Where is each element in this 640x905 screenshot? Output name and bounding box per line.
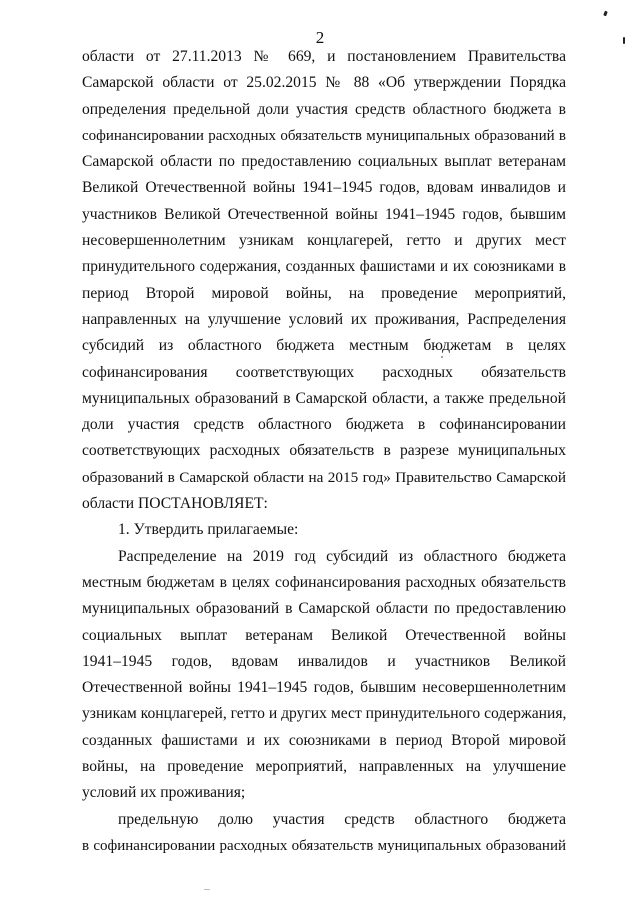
text-line: направленных на улучшение условий их проживания, Распределения bbox=[82, 310, 566, 328]
text-line: 1. Утвердить прилагаемые: bbox=[118, 521, 299, 539]
text-line: войны, на проведение мероприятий, направленных на улучшение bbox=[82, 758, 566, 776]
text-line: Самарской области от 25.02.2015 № 88 «Об утверждении Порядка bbox=[82, 74, 566, 92]
scan-speck bbox=[204, 889, 210, 890]
text-line: Великой Отечественной войны 1941–1945 годов, вдовам инвалидов и bbox=[82, 179, 566, 197]
text-line: условий их проживания; bbox=[82, 784, 246, 802]
text-line: несовершеннолетним узникам концлагерей, гетто и других мест bbox=[82, 232, 566, 250]
text-line: доли участия средств областного бюджета в софинансировании bbox=[82, 416, 566, 434]
text-line: софинансирования соответствующих расходных обязательств bbox=[82, 363, 566, 381]
text-line: Самарской области по предоставлению социальных выплат ветеранам bbox=[82, 153, 566, 171]
text-line: участников Великой Отечественной войны 1941–1945 годов, бывшим bbox=[82, 205, 566, 223]
text-line: области ПОСТАНОВЛЯЕТ: bbox=[82, 495, 268, 513]
page-number: 2 bbox=[315, 28, 325, 47]
text-line: софинансировании расходных обязательств муниципальных образований в bbox=[82, 127, 566, 144]
text-line: принудительного содержания, созданных фашистами и их союзниками в bbox=[82, 258, 566, 276]
text-line: созданных фашистами и их союзниками в период Второй мировой bbox=[82, 731, 566, 749]
text-line: образований в Самарской области на 2015 год» Правительство Самарской bbox=[82, 468, 566, 486]
text-line: местным бюджетам в целях софинансирования расходных обязательств bbox=[82, 573, 566, 591]
text-line: определения предельной доли участия средств областного бюджета в bbox=[82, 100, 566, 118]
text-line: в софинансировании расходных обязательств муниципальных образований bbox=[82, 837, 566, 854]
text-line: субсидий из областного бюджета местным бюджетам в целях bbox=[82, 337, 566, 355]
text-line: социальных выплат ветеранам Великой Отечественной войны bbox=[82, 626, 566, 644]
text-line: Распределение на 2019 год субсидий из областного бюджета bbox=[118, 547, 566, 565]
text-line: период Второй мировой войны, на проведение мероприятий, bbox=[82, 284, 566, 302]
text-line: предельную долю участия средств областного бюджета bbox=[118, 810, 566, 828]
text-line: соответствующих расходных обязательств в разрезе муниципальных bbox=[82, 442, 566, 460]
text-line: узникам концлагерей, гетто и других мест принудительного содержания, bbox=[82, 705, 567, 723]
text-line: области от 27.11.2013 № 669, и постановлением Правительства bbox=[82, 48, 566, 65]
scan-mark bbox=[603, 11, 608, 17]
document-body bbox=[82, 44, 566, 859]
text-line: Отечественной войны 1941–1945 годов, бывшим несовершеннолетним bbox=[82, 679, 566, 697]
text-line: 1941–1945 годов, вдовам инвалидов и участников Великой bbox=[82, 652, 566, 670]
text-line: муниципальных образований в Самарской области, а также предельной bbox=[82, 389, 566, 407]
text-line: муниципальных образований в Самарской области по предоставлению bbox=[82, 600, 566, 618]
